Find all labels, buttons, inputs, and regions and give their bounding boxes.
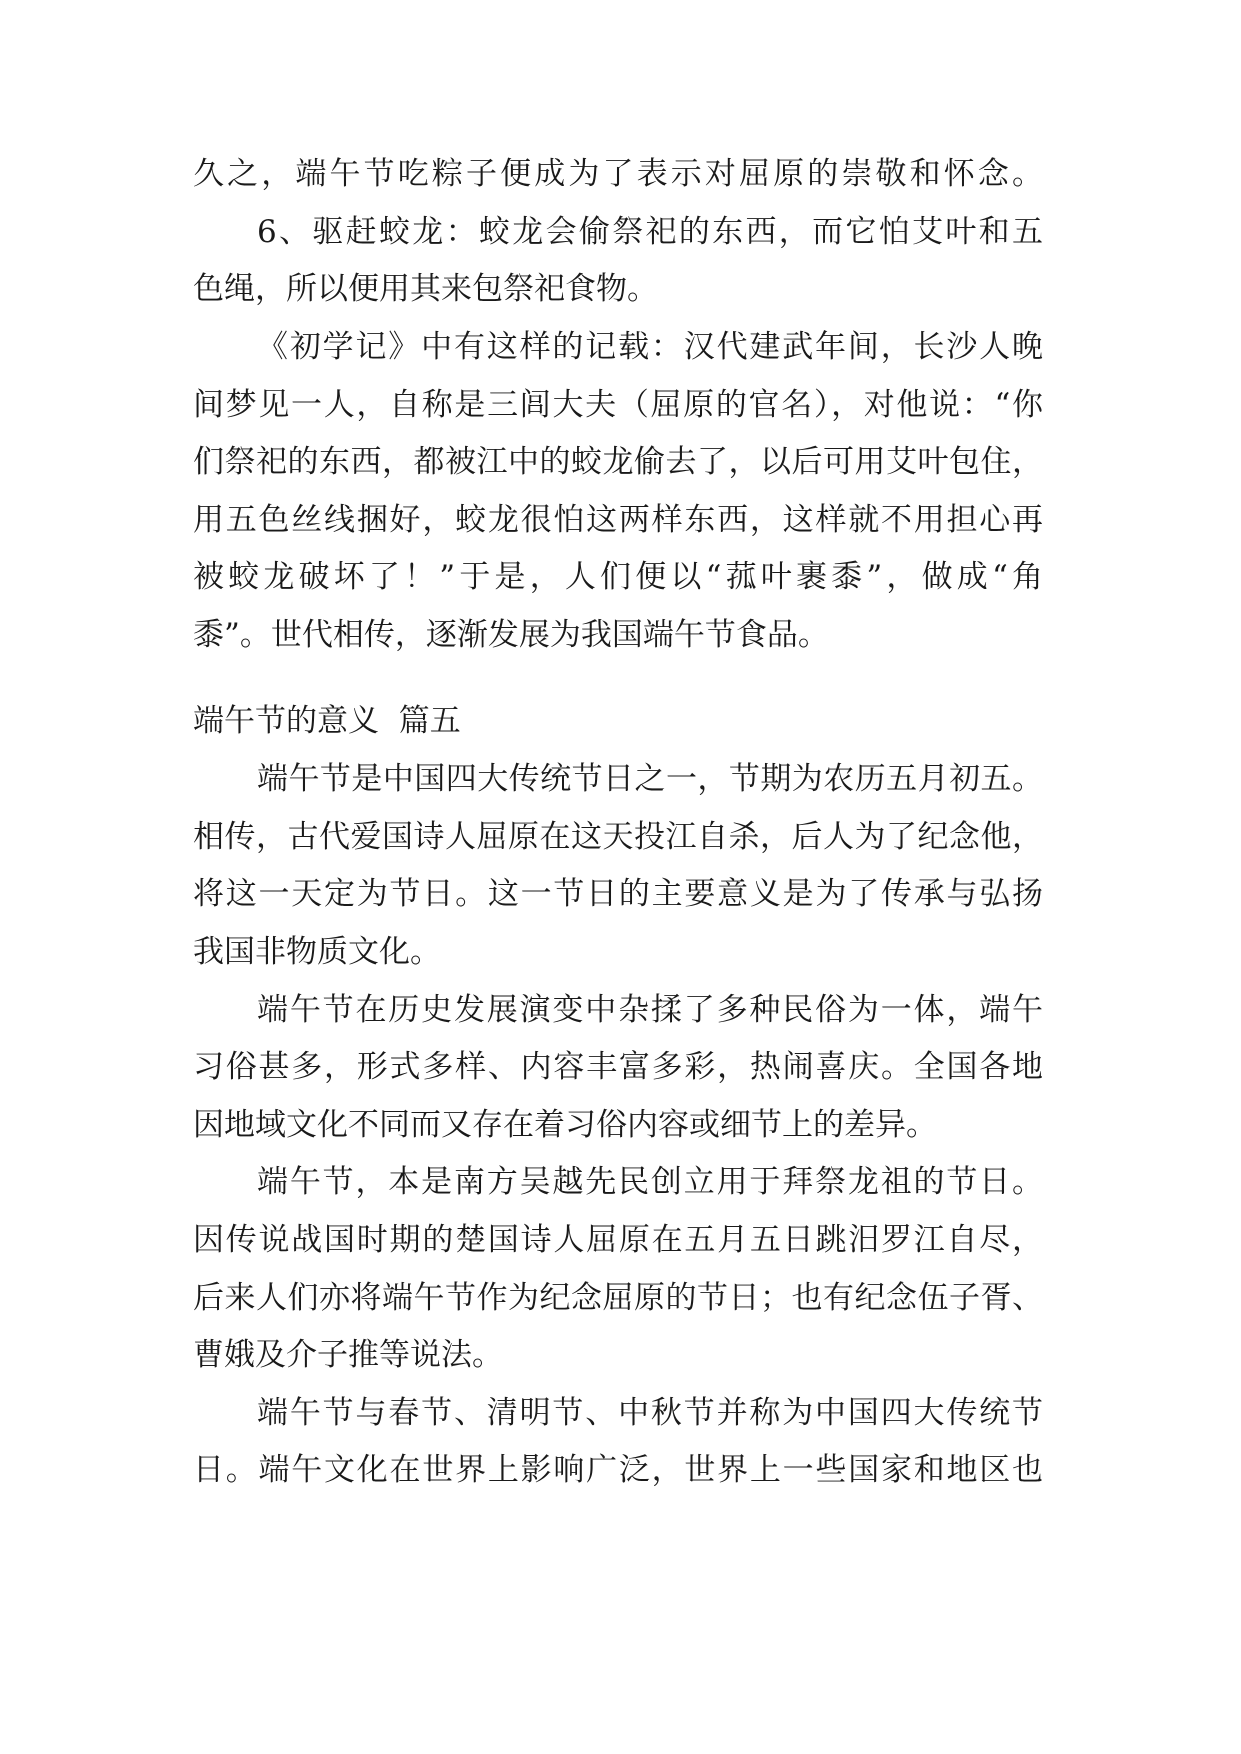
paragraph-line: 们祭祀的东西，都被江中的蛟龙偷去了，以后可用艾叶包住， <box>193 444 1043 480</box>
paragraph-line: 习俗甚多，形式多样、内容丰富多彩，热闹喜庆。全国各地 <box>193 1049 1043 1085</box>
paragraph-line: 日。端午文化在世界上影响广泛，世界上一些国家和地区也 <box>193 1452 1043 1488</box>
paragraph-line: 因地域文化不同而又存在着习俗内容或细节上的差异。 <box>193 1107 937 1143</box>
paragraph-line: 端午节是中国四大传统节日之一，节期为农历五月初五。 <box>257 761 1043 797</box>
paragraph-line: 久之，端午节吃粽子便成为了表示对屈原的崇敬和怀念。 <box>193 156 1043 192</box>
paragraph-line: 相传，古代爱国诗人屈原在这天投江自杀，后人为了纪念他， <box>193 819 1043 855</box>
paragraph-line: 因传说战国时期的楚国诗人屈原在五月五日跳汨罗江自尽， <box>193 1222 1043 1258</box>
list-item-line: 6、驱赶蛟龙：蛟龙会偷祭祀的东西，而它怕艾叶和五 <box>257 214 1043 250</box>
paragraph-line: 用五色丝线捆好，蛟龙很怕这两样东西，这样就不用担心再 <box>193 502 1043 538</box>
paragraph-line: 我国非物质文化。 <box>193 934 441 970</box>
paragraph-line: 端午节在历史发展演变中杂揉了多种民俗为一体，端午 <box>257 992 1043 1028</box>
paragraph-line: 色绳，所以便用其来包祭祀食物。 <box>193 271 658 307</box>
paragraph-line: 被蛟龙破坏了！”于是，人们便以“菰叶裹黍”，做成“角 <box>193 559 1043 595</box>
paragraph-line: 端午节与春节、清明节、中秋节并称为中国四大传统节 <box>257 1395 1043 1431</box>
paragraph-line: 后来人们亦将端午节作为纪念屈原的节日；也有纪念伍子胥、 <box>193 1280 1043 1316</box>
paragraph-line: 曹娥及介子推等说法。 <box>193 1337 503 1373</box>
paragraph-line: 《初学记》中有这样的记载：汉代建武年间，长沙人晚 <box>257 329 1043 365</box>
paragraph-line: 黍”。世代相传，逐渐发展为我国端午节食品。 <box>193 617 829 653</box>
paragraph-line: 将这一天定为节日。这一节日的主要意义是为了传承与弘扬 <box>193 876 1043 912</box>
section-heading: 端午节的意义 篇五 <box>193 703 461 739</box>
paragraph-line: 间梦见一人，自称是三闾大夫（屈原的官名），对他说：“你 <box>193 387 1043 423</box>
paragraph-line: 端午节，本是南方吴越先民创立用于拜祭龙祖的节日。 <box>257 1164 1043 1200</box>
